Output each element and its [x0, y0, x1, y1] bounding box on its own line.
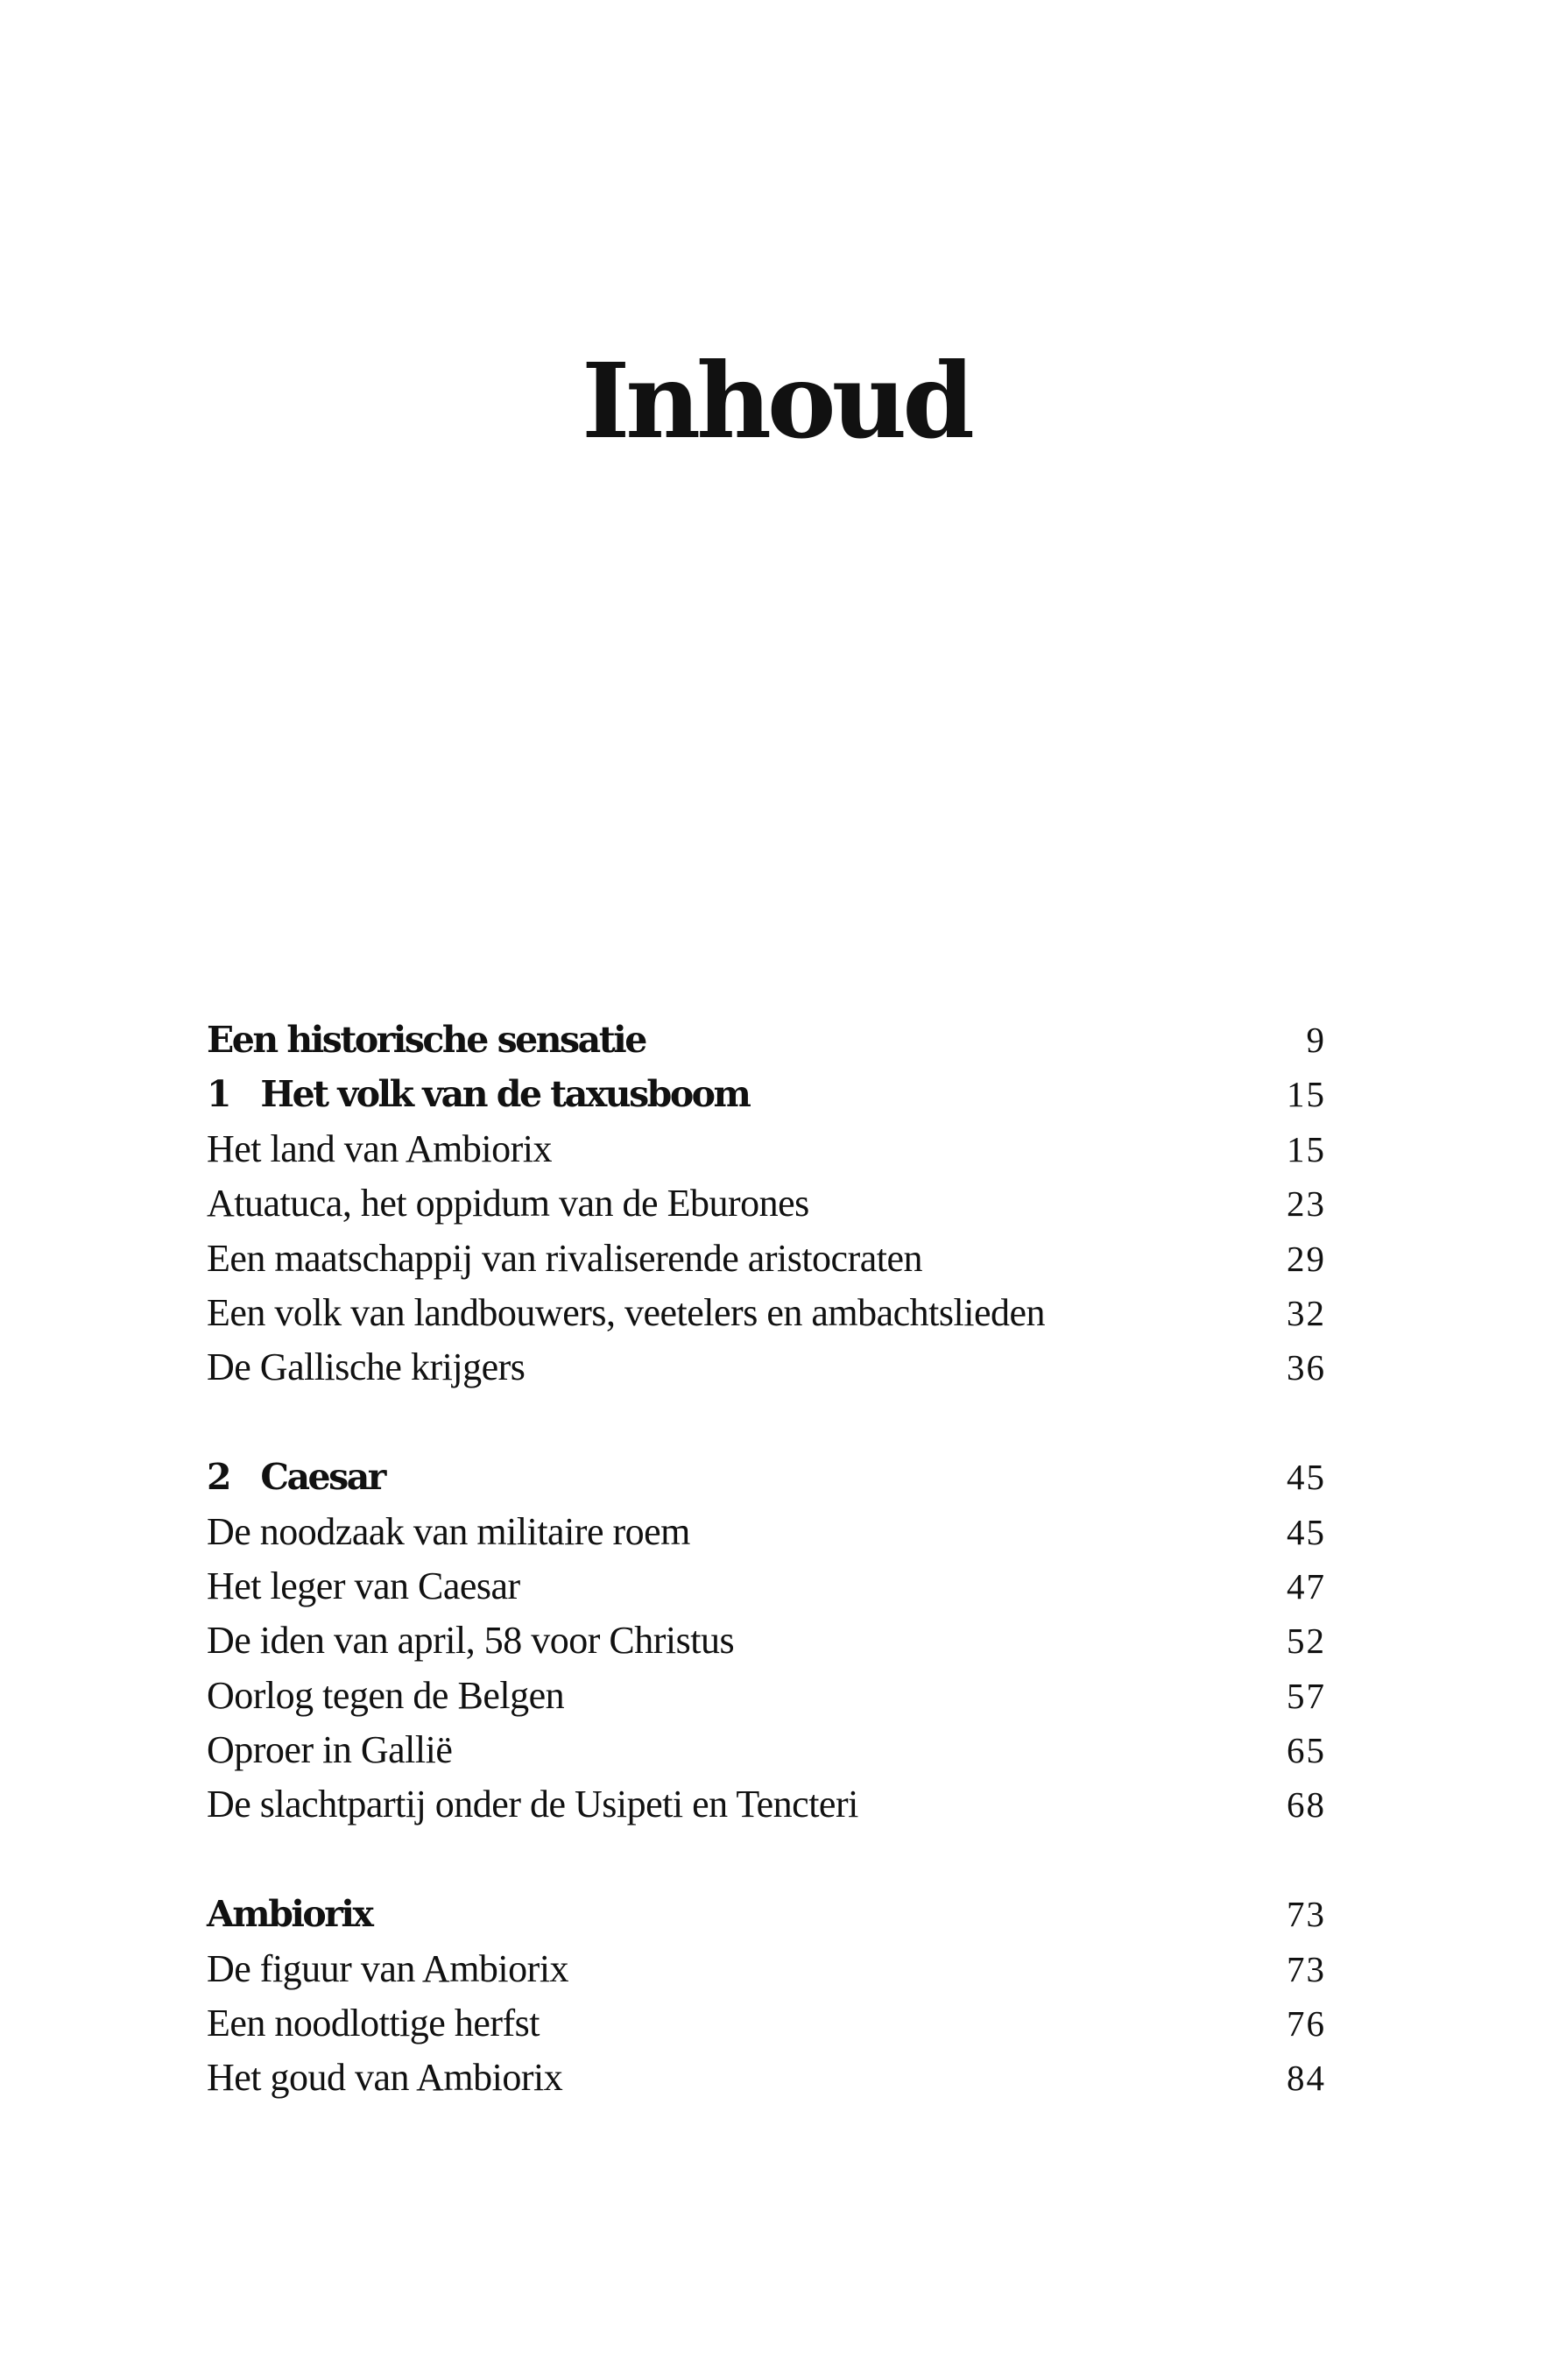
toc-entry-page: 36 [1287, 1347, 1326, 1388]
toc-entry [207, 2045, 1326, 2100]
toc-entry-page: 45 [1287, 1457, 1326, 1498]
toc-entry-title: Ambiorix [207, 1893, 372, 1936]
toc-entry [207, 1937, 1326, 1991]
toc-entry-title: Het land van Ambiorix [207, 1126, 552, 1170]
toc-entry [207, 1335, 1326, 1389]
toc-entry-title: 1 Het volk van de taxusboom [207, 1073, 750, 1116]
toc-entry [207, 1991, 1326, 2045]
section-spacer [207, 1390, 1326, 1444]
toc-entry [207, 1663, 1326, 1718]
toc-entry [207, 1772, 1326, 1826]
toc-entry-title: Oproer in Gallië [207, 1728, 453, 1772]
toc-entry-page: 9 [1306, 1020, 1326, 1060]
toc-entry-title: De noodzaak van militaire roem [207, 1509, 690, 1553]
toc-entry-page: 32 [1287, 1292, 1326, 1333]
toc-entry-page: 29 [1287, 1238, 1326, 1279]
toc-entry-title: Een volk van landbouwers, veetelers en ambachtslieden [207, 1290, 1046, 1334]
toc-entry-page: 68 [1287, 1784, 1326, 1826]
toc-entry [207, 1226, 1326, 1281]
toc-entry [207, 1171, 1326, 1225]
toc-entry-title: De figuur van Ambiorix [207, 1946, 569, 1990]
toc-chapter-2-heading [207, 1444, 1326, 1499]
toc-entry-title: Een historische sensatie [207, 1019, 645, 1061]
toc-chapter-3-heading [207, 1882, 1326, 1936]
toc-entry-title: Het goud van Ambiorix [207, 2056, 563, 2100]
toc-entry-title: De slachtpartij onder de Usipeti en Tencteri [207, 1783, 858, 1826]
toc-entry-title: Oorlog tegen de Belgen [207, 1673, 565, 1717]
toc-entry [207, 1281, 1326, 1335]
toc-entry-title: De iden van april, 58 voor Christus [207, 1619, 735, 1663]
toc-entry-page: 15 [1287, 1128, 1326, 1169]
toc-entry-page: 73 [1287, 1948, 1326, 1989]
toc-chapter-1-heading [207, 1062, 1326, 1116]
toc-entry-title: Het leger van Caesar [207, 1564, 520, 1607]
toc-entry-title: Atuatuca, het oppidum van de Eburones [207, 1182, 809, 1225]
toc-entry [207, 1718, 1326, 1772]
section-spacer [207, 1827, 1326, 1882]
toc-entry [207, 1117, 1326, 1171]
toc-entry-title: 2 Caesar [207, 1456, 384, 1499]
toc-entry [207, 1500, 1326, 1554]
toc-entry-page: 47 [1287, 1565, 1326, 1607]
table-of-contents [207, 1007, 1326, 2101]
toc-entry-page: 76 [1287, 2003, 1326, 2045]
toc-entry-page: 15 [1287, 1074, 1326, 1115]
toc-entry-page: 73 [1287, 1894, 1326, 1935]
toc-entry-title: De Gallische krijgers [207, 1345, 526, 1389]
toc-entry-title: Een maatschappij van rivaliserende aristocraten [207, 1236, 923, 1280]
toc-entry-page: 23 [1287, 1183, 1326, 1225]
toc-entry-intro [207, 1007, 1326, 1062]
toc-entry-page: 57 [1287, 1675, 1326, 1716]
toc-entry-page: 65 [1287, 1730, 1326, 1771]
toc-entry [207, 1554, 1326, 1608]
toc-entry-page: 52 [1287, 1621, 1326, 1662]
toc-entry-title: Een noodlottige herfst [207, 2002, 540, 2045]
toc-entry-page: 84 [1287, 2058, 1326, 2099]
toc-entry [207, 1608, 1326, 1663]
page-title: Inhoud [582, 340, 970, 462]
toc-entry-page: 45 [1287, 1511, 1326, 1552]
